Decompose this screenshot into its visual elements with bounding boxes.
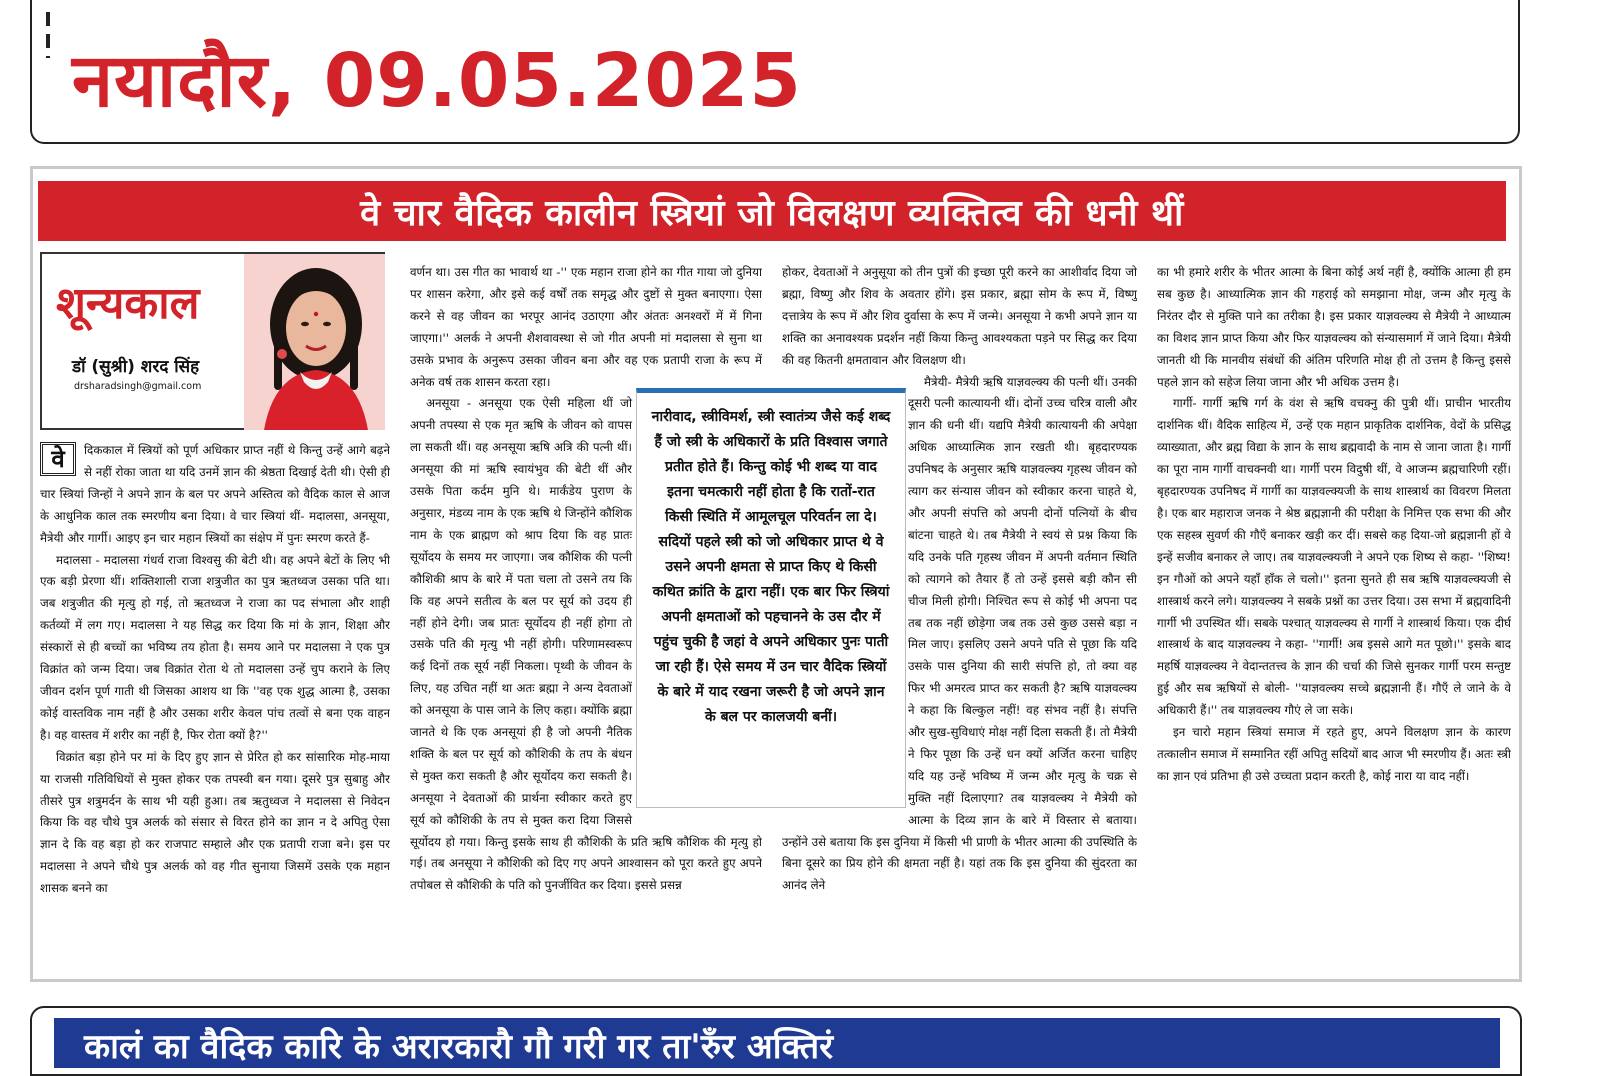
author-email: drsharadsingh@gmail.com [74,381,202,392]
article-column-1 [40,440,390,970]
drop-cap: वे [40,442,76,476]
next-article-headline: कालं का वैदिक कारि के अरारकारौ गौ गरी गर ता'रुँर अक्तिरं [84,1027,834,1067]
article-paragraph: वर्णन था। उस गीत का भावार्थ था -'' एक महान राजा होने का गीत गाया जो दुनिया पर शासन करेगा, और इसे कई वर्षों तक समृद्ध और दुष्टों से मुक्त बनाएगा। ऐसा करने से वह जीवन का भरपूर आनंद उठाएगा और अंततः अनश्वरों में में गिना जाएगा।'' अलर्क ने अपनी शैशवावस्था से जो गीत अपनी मां मदालसा से सुना था उसके प्रभाव के अनुरूप उसका जीवन बना और वह एक प्रतापी राजा के रूप में अनेक वर्ष तक शासन करता रहा। [410,265,762,389]
article-paragraph: मदालसा - मदालसा गंधर्व राजा विश्वसु की बेटी थी। वह अपने बेटों के लिए भी एक बड़ी प्रेरणा थीं। शक्तिशाली राजा शत्रुजीत का पुत्र ऋतध्वज उसका पति था। जब शत्रुजीत की मृत्यु हो गई, तो ऋतध्वज ने राजा का पद संभाला और शाही कर्तव्यों में लग गए। मदालसा ने यह सिद्ध कर दिया कि मां के ज्ञान, शिक्षा और संस्कारों से ही बच्चों का भविष्य तय होता है। समय आने पर मदालसा ने एक पुत्र विक्रांत को जन्म दिया। जब विक्रांत रोता थे तो मदालसा उन्हें चुप कराने के लिए जीवन दर्शन पूर्ण गाती थी जिसका आशय था कि ''वह एक शुद्ध आत्मा है, उसका कोई वास्तविक नाम नहीं है और उसका शरीर केवल पांच तत्वों से बना एक वाहन है। वह वास्तव में शरीर का नहीं है, फिर रोता क्यों है?'' [40,552,390,742]
masthead-title: नयादौर, 09.05.2025 [72,38,802,124]
next-article-headline-bar [54,1018,1500,1068]
byline-box [40,252,385,430]
column-name: शून्यकाल [56,278,200,329]
article-paragraph: मैत्रेयी- मैत्रेयी ऋषि याज्ञवल्क्य की पत्नी थीं। उनकी दूसरी पत्नी कात्यायनी थीं। दोनों उच्च चरित्र वाली और ज्ञान की धनी थीं। यद्यपि मैत्रेयी कात्यायनी की अपेक्षा अधिक आध्यात्मिक ज्ञान रखती थी। बृहदारण्यक उपनिषद के अनुसार ऋषि याज्ञवल्क्य गृहस्थ जीवन को त्याग कर संन्यास जीवन को स्वीकार करना चाहते थे, और अपनी संपत्ति को अपनी दोनों पत्नियों के बीच बांटना चाहते थे। तब मैत्रेयी ने स्वयं से प्रश्न किया कि यदि उनके पति गृहस्थ जीवन में अपनी वर्तमान स्थिति को त्यागने को तैयार हैं तो उन्हें इससे बड़ी कौन सी चीज मिली होगी। निश्चित रूप से कोई भी अपना पद तब तक नहीं छोड़ेगा जब तक उसे कुछ उससे बड़ा न मिल जाए। इसलिए उसने अपने पति से पूछा कि यदि उसके पास दुनिया की सारी संपत्ति हो, तो क्या वह फिर भी अमरत्व प्राप्त कर सकती है? ऋषि याज्ञवल्क्य ने कहा कि बिल्कुल नहीं! वह संभव नहीं है। संपत्ति और सुख-सुविधाएं मोक्ष नहीं दिला सकती हैं। तो मैत्रेयी ने फिर पूछा कि उन्हें धन क्यों अर्जित करना चाहिए यदि यह उन्हें भविष्य में जन्म और मृत्यु के चक्र से मुक्ति नहीं दिलाएगा? तब याज्ञवल्क्य ने मैत्रेयी को आत्मा के दिव्य ज्ञान के बारे में विस्तार से बताया। उन्होंने उसे बताया कि इस दुनिया में किसी भी प्राणी के भीतर आत्मा की उपस्थिति के बिना दूसरे का प्रिय होने की क्षमता नहीं है। यहां तक कि इस दुनिया की सुंदरता का आनंद लेने [782,374,1137,893]
author-photo [244,254,385,430]
article-paragraph: इन चारो महान स्त्रियां समाज में रहते हुए, अपने विलक्षण ज्ञान के कारण तत्कालीन समाज में सम्मानित रहीं अपितु सदियों बाद आज भी स्मरणीय हैं। अतः स्त्री का ज्ञान एवं प्रतिभा ही उसे उच्चता प्रदान करती है, कोई नारा या वाद नहीं। [1157,725,1511,783]
author-portrait-icon [244,254,385,430]
article-headline: वे चार वैदिक कालीन स्त्रियां जो विलक्षण व्यक्तित्व की धनी थीं [360,192,1184,234]
article-paragraph: विक्रांत बड़ा होने पर मां के दिए हुए ज्ञान से प्रेरित हो कर सांसारिक मोह-माया या राजसी गतिविधियों से मुक्त होकर एक तपस्वी बन गया। दूसरे पुत्र सुबाहु और तीसरे पुत्र शत्रुमर्दन के साथ भी यही हुआ। तब ऋतुध्वज ने मदालसा से निवेदन किया कि वह चौथे पुत्र अलर्क को संसार से विरत होने का ज्ञान न दे अपितु ऐसा ज्ञान दे कि वह बड़ा हो कर राजपाट सम्हाले और एक प्रतापी राजा बने। इस पर मदालसा ने अपने चौथे पुत्र अलर्क को वह गीत सुनाया जिसमें उसके एक महान शासक बनने का [40,749,390,896]
article-paragraph: होकर, देवताओं ने अनुसूया को तीन पुत्रों की इच्छा पूरी करने का आशीर्वाद दिया जो ब्रह्मा, विष्णु और शिव के अवतार होंगे। इस प्रकार, ब्रह्मा सोम के रूप में, विष्णु दत्तात्रेय के रूप में और शिव दुर्वासा के रूप में जन्मे। अनसूया ने कभी अपने ज्ञान या शक्ति का अनावश्यक प्रदर्शन नहीं किया किन्तु आवश्यकता पड़ने पर सिद्ध कर दिया की वह कितनी क्षमतावान और विलक्षण थी। [782,265,1137,367]
headline-bar [38,181,1506,241]
pull-quote-box [636,388,906,808]
article-paragraph: अनसूया - अनसूया एक ऐसी महिला थीं जो अपनी तपस्या से एक मृत ऋषि के जीवन को वापस ला सकती थीं। वह अनसूया ऋषि अत्रि की पत्नी थीं। अनसूया की मां ऋषि स्वायंभुव की बेटी थीं और उसके पिता कर्दम मुनि थे। मार्कंडेय पुराण के अनुसार, मंडव्य नाम के एक ऋषि थे जिन्होंने कौशिक नाम के एक ब्राह्मण को श्राप दिया कि वह प्रातः सूर्योदय के समय मर जाएगा। जब कौशिक की पत्नी कौशिकी श्राप के बारे में पता चला तो उसने तय कि कि वह अपने सतीत्व के बल पर सूर्य को उदय ही नहीं होने देगी। जब प्रातः सूर्योदय ही नहीं होगा तो उसके पति की मृत्यु भी नहीं होगी। परिणामस्वरूप कई दिनों तक सूर्य नहीं निकला। पृथ्वी के जीवन के लिए, यह उचित नहीं था अतः ब्रह्मा ने अन्य देवताओं को अनसूया के पास जाने के लिए कहा। क्योंकि ब्रह्मा जानते थे कि एक अनसूयां ही है जो अपनी नैतिक शक्ति के बल पर सूर्य को कौशिकी के तप के बंधन से मुक्त करा सकती है और सूर्योदय करा सकती है। अनसूया ने देवताओं की प्रार्थना स्वीकार करते हुए सूर्य को कौशिकी के तप से मुक्त करा दिया जिससे सूर्योदय हो गया। किन्तु इसके साथ ही कौशिकी के प्रति ऋषि कौशिक की मृत्यु हो गई। तब अनसूया ने कौशिकी को दिए गए अपने आश्वासन को पूरा करते हुए अपने तपोबल से कौशिकी के पति को पुनर्जीवित कर दिया। इससे प्रसन्न [410,396,762,893]
article-paragraph: गार्गी- गार्गी ऋषि गर्ग के वंश से ऋषि वचक्नु की पुत्री थीं। प्राचीन भारतीय दार्शनिक थीं। वैदिक साहित्य में, उन्हें एक महान प्राकृतिक दार्शनिक, वेदों के प्रसिद्ध व्याख्याता, और ब्रह्म विद्या के ज्ञान के साथ ब्रह्मवादी के नाम से जाना जाता है। गार्गी का पूरा नाम गार्गी वाचक्नवी था। गार्गी परम विदुषी थीं, वे आजन्म ब्रह्मचारिणी रहीं। बृहदारण्यक उपनिषद में गार्गी का याज्ञवल्क्यजी के साथ शास्त्रार्थ का विवरण मिलता है। एक बार महाराज जनक ने श्रेष्ठ ब्रह्मज्ञानी की परीक्षा के निमित्त एक सभा की और एक सहस्त्र सुवर्ण की गौएँ बनाकर खड़ी कर दीं। सबसे कह दिया-जो ब्रह्मज्ञानी हों वे इन्हें सजीव बनाकर ले जाए। तब याज्ञवल्क्यजी ने अपने एक शिष्य से कहा- ''शिष्य! इन गौओं को अपने यहाँ हाँक ले चलो।'' इतना सुनते ही सब ऋषि याज्ञवल्क्यजी से शास्त्रार्थ करने लगे। याज्ञवल्क्य ने सबके प्रश्नों का उत्तर दिया। उस सभा में ब्रह्मवादिनी गार्गी भी उपस्थित थीं। सबके पश्चात् याज्ञवल्क्य से गार्गी ने शास्त्रार्थ किया। एक दीर्घ शास्त्रार्थ के बाद याज्ञवल्क्य ने कहा- ''गार्गी! अब इससे आगे मत पूछो।'' इसके बाद महर्षि याज्ञवल्क्य ने वेदान्ततत्त्व के ज्ञान की चर्चा की जिसे सुनकर गार्गी परम सन्तुष्ट हुई और सब ऋषियों से बोली- ''याज्ञवल्क्य सच्चे ब्रह्मज्ञानी हैं। गौएँ ले जाने के वे अधिकारी हैं।'' तब याज्ञवल्क्य गौएं ले जा सके। [1157,396,1511,718]
pull-quote-text: नारीवाद, स्त्रीविमर्श, स्त्री स्वातंत्र्य जैसे कई शब्द हैं जो स्त्री के अधिकारों के प्रति विश्वास जगाते प्रतीत होते हैं। किन्तु कोई भी शब्द या वाद इतना चमत्कारी नहीं होता है कि रातों-रात किसी स्थिति में आमूलचूल परिवर्तन ला दे। सदियों पहले स्त्री को जो अधिकार प्राप्त थे वे उसने अपनी क्षमता से प्राप्त किए थे किसी कथित क्रांति के द्वारा नहीं। एक बार फिर स्त्रियां अपनी क्षमताओं को पहचानने के उस दौर में पहुंच चुकी है जहां वे अपने अधिकार पुनः पाती जा रही हैं। ऐसे समय में उन चार वैदिक स्त्रियों के बारे में याद रखना जरूरी है जो अपने ज्ञान के बल पर कालजयी बनीं। [651,409,891,725]
article-paragraph: दिककाल में स्त्रियों को पूर्ण अधिकार प्राप्त नहीं थे किन्तु उन्हें आगे बढ़ने से नहीं रोका जाता था यदि उनमें ज्ञान की श्रेष्ठता दिखाई देती थी। ऐसी ही चार स्त्रियां जिन्हों ने अपने ज्ञान के बल पर अपने अस्तित्व को वैदिक काल से आज के आधुनिक काल तक स्मरणीय बना दिया। वे चार स्त्रियां थीं- मदालसा, अनसूया, मैत्रेयी और गार्गी। आइए इन चार महान स्त्रियों का संक्षेप में पुनः स्मरण करते हैं- [40,443,390,545]
author-name: डॉ (सुश्री) शरद सिंह [72,357,200,377]
article-column-4 [1157,262,1511,967]
article-paragraph: का भी हमारे शरीर के भीतर आत्मा के बिना कोई अर्थ नहीं है, क्योंकि आत्मा ही हम सब कुछ है। आध्यात्मिक ज्ञान की गहराई को समझाना मोक्ष, जन्म और मृत्यु के निरंतर दौर से मुक्ति पाने का तरीका है। इस प्रकार याज्ञवल्क्य से मैत्रेयी ने आध्यात्म का विशद ज्ञान प्राप्त किया और फिर याज्ञवल्क्य को संन्यासमार्ग में जाने दिया। मैत्रेयी जानती थी कि मानवीय संबंधों की अंतिम परिणति मोक्ष ही तो उत्तम है किन्तु इससे पहले ज्ञान को सहेज लिया जाना और भी अधिक उत्तम है। [1157,265,1511,389]
